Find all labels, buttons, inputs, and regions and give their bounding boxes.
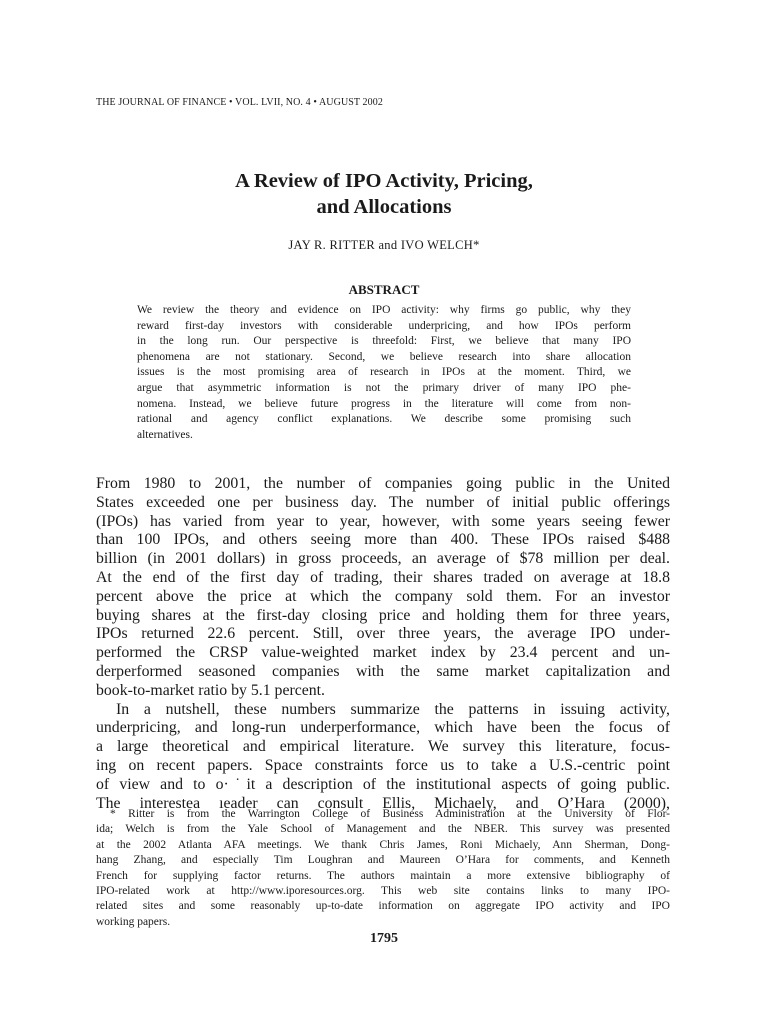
footnote-line: French for supplying factor returns. The authors maintain a more extensive bibliography of: [96, 869, 670, 882]
abstract-line: We review the theory and evidence on IPO activity: why firms go public, why they: [137, 304, 631, 316]
paper-authors: JAY R. RITTER and IVO WELCH*: [288, 238, 480, 252]
footnote-line: IPO-related work at http://www.iporesources.org. This web site contains links to many IPO-: [96, 885, 670, 898]
abstract-line: nomena. Instead, we believe future progress in the literature will come from non-: [137, 397, 631, 410]
body-paragraph-1: [96, 475, 670, 701]
abstract-text: [137, 303, 631, 443]
abstract-heading: ABSTRACT: [348, 282, 420, 297]
body-line: than 100 IPOs, and others seeing more than 400. These IPOs raised $488: [96, 531, 670, 549]
abstract-line: rational and agency conflict explanations. We describe some promising such: [137, 413, 631, 426]
body-line: IPOs returned 22.6 percent. Still, over three years, the average IPO under-: [96, 625, 670, 643]
paper-title-line: and Allocations: [316, 196, 452, 218]
footnote-line: at the 2002 Atlanta AFA meetings. We thank Chris James, Roni Michaely, Ann Sherman, Dong-: [96, 838, 670, 851]
journal-header: THE JOURNAL OF FINANCE • VOL. LVII, NO. 4 • AUGUST 2002: [96, 97, 383, 108]
paper-title-line: A Review of IPO Activity, Pricing,: [235, 170, 533, 192]
body-line: In a nutshell, these numbers summarize the patterns in issuing activity,: [116, 700, 670, 718]
abstract-line: alternatives.: [137, 428, 193, 441]
body-paragraph-2: [96, 701, 670, 814]
footnote-line: ida; Welch is from the Yale School of Management and the NBER. This survey was presented: [96, 823, 670, 836]
paper-title: [96, 168, 672, 220]
body-line: At the end of the first day of trading, their shares traded on average at 18.8: [96, 568, 670, 586]
body-line: percent above the price at which the company sold them. For an investor: [96, 587, 670, 605]
abstract-line: reward first-day investors with considerable underpricing, and how IPOs perform: [137, 319, 631, 332]
footnote-line: related sites and some reasonably up-to-date information on aggregate IPO activity and IPO: [96, 900, 670, 913]
body-line: a large theoretical and empirical literature. We survey this literature, focus-: [96, 738, 670, 756]
abstract-line: phenomena are not stationary. Second, we believe research into share allocation: [137, 350, 631, 363]
abstract-line: in the long run. Our perspective is threefold: First, we believe that many IPO: [137, 335, 631, 348]
page-number: 1795: [370, 931, 398, 946]
body-line: performed the CRSP value-weighted market index by 23.4 percent and un-: [96, 644, 670, 662]
body-line: (IPOs) has varied from year to year, however, with some years seeing fewer: [96, 512, 670, 530]
body-line: underpricing, and long-run underperformance, which have been the focus of: [96, 719, 670, 737]
body-line: From 1980 to 2001, the number of companies going public in the United: [96, 475, 670, 492]
body-line: book-to-market ratio by 5.1 percent.: [96, 681, 325, 699]
body-line: buying shares at the first-day closing price and holding them for three years,: [96, 606, 670, 624]
body-line: States exceeded one per business day. The number of initial public offerings: [96, 493, 670, 511]
body-line: of view and to o·˙it a description of the institutional aspects of going public.: [96, 775, 670, 793]
body-line: The interestea ıeader can consult Ellis, Michaely, and O’Hara (2000),: [96, 794, 670, 812]
body-text: [96, 475, 670, 813]
body-line: billion (in 2001 dollars) in gross proceeds, an average of $78 million per deal.: [96, 550, 670, 568]
body-line: derperformed seasoned companies with the same market capitalization and: [96, 662, 670, 680]
abstract-line: argue that asymmetric information is not the primary driver of many IPO phe-: [137, 381, 631, 394]
footnote-line: * Ritter is from the Warrington College of Business Administration at the University of Flor-: [110, 808, 670, 820]
footnote-line: working papers.: [96, 915, 171, 928]
body-line: ing on recent papers. Space constraints force us to take a U.S.-centric point: [96, 756, 670, 774]
footnote-line: hang Zhang, and especially Tim Loughran and Maureen O’Hara for comments, and Kenneth: [96, 854, 670, 867]
abstract-line: issues is the most promising area of research in IPOs at the moment. Third, we: [137, 366, 631, 379]
footnote: [96, 807, 670, 930]
